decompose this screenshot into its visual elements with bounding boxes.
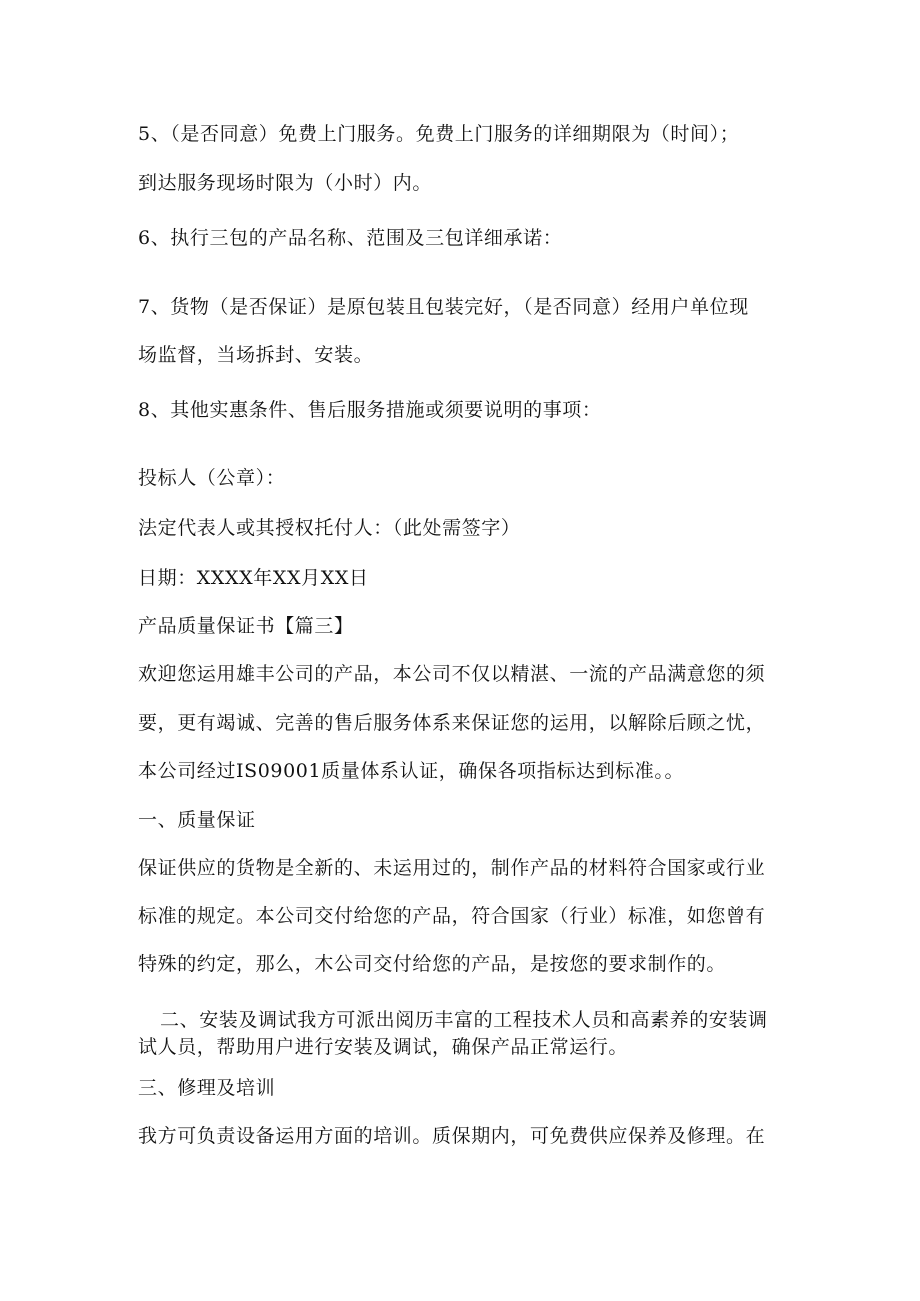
text-line: 7、货物（是否保证）是原包装且包装完好，（是否同意）经用户单位现	[138, 296, 749, 318]
text-line: 6、执行三包的产品名称、范围及三包详细承诺：	[138, 227, 563, 249]
text-line: 场监督，当场拆封、安装。	[138, 344, 374, 366]
section-heading: 三、修理及培训	[138, 1077, 276, 1099]
text-line: 标准的规定。本公司交付给您的产品，符合国家（行业）标准，如您曾有	[138, 905, 766, 927]
text-line: 试人员，帮助用户进行安装及调试，确保产品正常运行。	[138, 1036, 629, 1058]
text-line: 我方可负责设备运用方面的培训。质保期内，可免费供应保养及修理。在	[138, 1125, 766, 1147]
section-heading: 一、质量保证	[138, 809, 256, 831]
text-line: 二、安装及调试我方可派出阅历丰富的工程技术人员和高素养的安装调	[160, 1009, 768, 1031]
text-line: 要，更有竭诚、完善的售后服务体系来保证您的运用，以解除后顾之忧，	[138, 712, 766, 734]
text-line: 欢迎您运用雄丰公司的产品，本公司不仅以精湛、一流的产品满意您的须	[138, 663, 766, 685]
text-line: 特殊的约定，那么，木公司交付给您的产品，是按您的要求制作的。	[138, 953, 727, 975]
text-line: 保证供应的货物是全新的、未运用过的，制作产品的材料符合国家或行业	[138, 857, 766, 879]
section-heading: 产品质量保证书【篇三】	[138, 615, 354, 637]
text-line: 5、（是否同意）免费上门服务。免费上门服务的详细期限为（时间）；	[138, 123, 740, 145]
text-line: 到达服务现场时限为（小时）内。	[138, 172, 433, 194]
text-line: 法定代表人或其授权托付人：（此处需签字）	[138, 517, 521, 539]
text-line: 8、其他实惠条件、售后服务措施或须要说明的事项：	[138, 399, 602, 421]
text-line: 投标人（公章）：	[138, 467, 286, 489]
text-line: 本公司经过IS09001质量体系认证，确保各项指标达到标准。。	[138, 760, 685, 782]
text-line: 日期：XXXX年XX月XX日	[138, 567, 369, 589]
